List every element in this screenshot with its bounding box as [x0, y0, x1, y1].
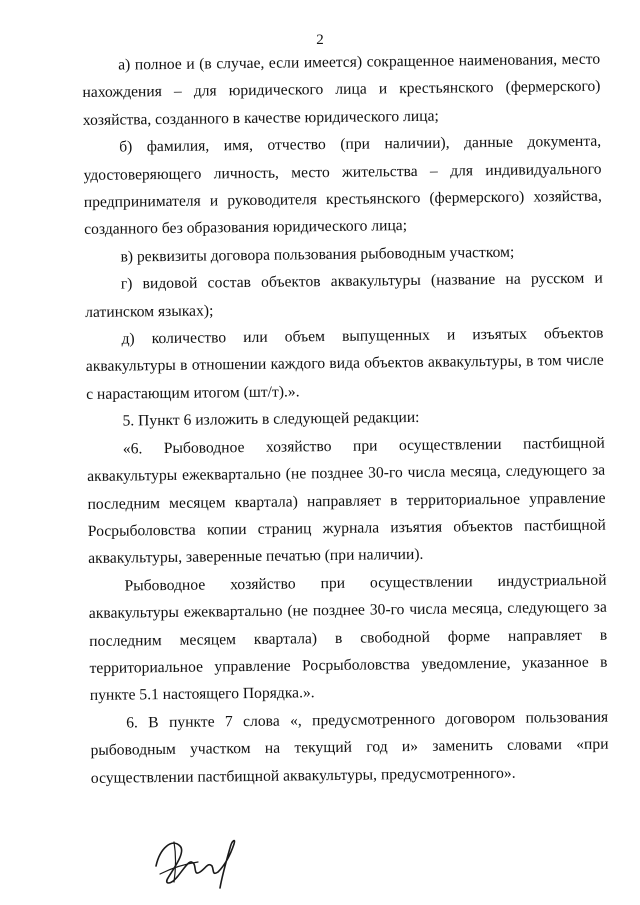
paragraph-item-v: в) реквизиты договора пользования рыбоводным участком; — [120, 243, 515, 266]
handwritten-signature — [150, 828, 250, 892]
page-number: 2 — [316, 32, 324, 48]
document-body — [82, 46, 609, 792]
paragraph-item-b: б) фамилия, имя, отчество (при наличии), данные документа, удостоверяющего личность, место жительства – для индивидуального предпринимателя и руководителя крестьянского (фермерского) хозяйства, созданного без образования юридического лица; — [83, 132, 602, 239]
paragraph-item-a: а) полное и (в случае, если имеется) сокращенное наименования, место нахождения – для юридического лица и крестьянского (фермерского) хозяйства, созданного в качестве юридического лица; — [82, 50, 601, 129]
paragraph-point-6-text-2: Рыбоводное хозяйство при осуществлении индустриальной аквакультуры ежеквартально (не позднее 30-го числа месяца, следующего за последним месяцем квартала) в свободной форме направляет в территориальное управление Росрыболовства уведомление, указанное в пункте 5.1 настоящего Порядка.». — [88, 571, 608, 705]
paragraph-point-6-text-1: «6. Рыбоводное хозяйство при осуществлении пастбищной аквакультуры ежеквартально (не позднее 30-го числа месяца, следующего за последним месяцем квартала) направляет в территориальное управление Росрыболовства копии страниц журнала изъятия объектов пастбищной аквакультуры, заверенные печатью (при наличии). — [87, 434, 606, 568]
paragraph-item-g: г) видовой состав объектов аквакультуры (название на русском и латинском языках); — [85, 269, 603, 321]
paragraph-point-5: 5. Пункт 6 изложить в следующей редакции: — [122, 409, 420, 430]
paragraph-point-6-amendment: 6. В пункте 7 слова «, предусмотренного договором пользования рыбоводным участком на текущий год и» заменить словами «при осуществлении пастбищной аквакультуры, предусмотренного». — [90, 708, 609, 787]
paragraph-item-d: д) количество или объем выпущенных и изъятых объектов аквакультуры в отношении каждого вида объектов аквакультуры, в том числе с нарастающим итогом (шт/т).». — [85, 324, 604, 403]
